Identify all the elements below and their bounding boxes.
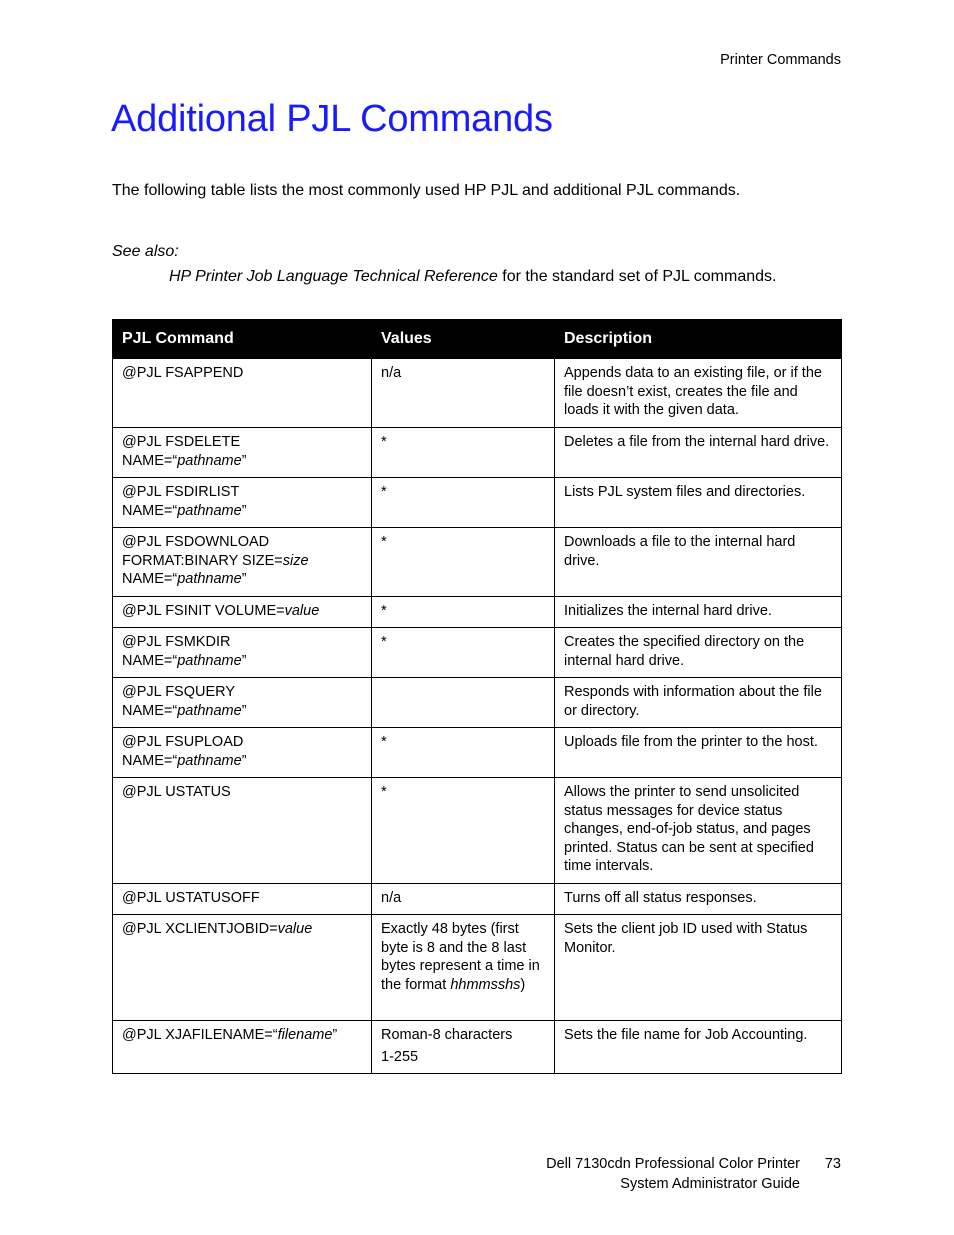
command-cell	[113, 915, 372, 1021]
description-cell: Creates the specified directory on the internal hard drive.	[555, 628, 842, 678]
values-cell: *	[372, 478, 555, 528]
command-cell	[113, 528, 372, 597]
description-cell: Turns off all status responses.	[555, 884, 842, 915]
command-text: @PJL USTATUS	[122, 784, 231, 800]
values-cell: *	[372, 628, 555, 678]
command-cell	[113, 884, 372, 915]
values-cell: *	[372, 528, 555, 597]
table-row	[113, 528, 842, 597]
command-text: @PJL FSAPPEND	[122, 365, 244, 381]
page-number: 73	[824, 1156, 841, 1172]
command-cell	[113, 778, 372, 884]
command-param: NAME=“pathname”	[122, 702, 247, 719]
reference-title: HP Printer Job Language Technical Reference	[169, 268, 498, 285]
command-param: filename	[277, 1027, 333, 1043]
table-row	[113, 915, 842, 1021]
command-cell: @PJL XJAFILENAME=“filename”	[113, 1021, 372, 1074]
command-cell	[113, 597, 372, 628]
description-cell: Lists PJL system files and directories.	[555, 478, 842, 528]
command-cell	[113, 628, 372, 678]
command-param: NAME=“pathname”	[122, 452, 247, 469]
table-row	[113, 597, 842, 628]
description-cell: Deletes a file from the internal hard drive.	[555, 428, 842, 478]
command-param: FORMAT:BINARY SIZE=size	[122, 552, 309, 569]
description-cell: Downloads a file to the internal hard drive.	[555, 528, 842, 597]
command-cell	[113, 478, 372, 528]
description-cell: Uploads file from the printer to the host.	[555, 728, 842, 778]
reference-text: for the standard set of PJL commands.	[497, 268, 777, 285]
command-cell	[113, 359, 372, 428]
command-text: @PJL FSUPLOAD	[122, 734, 244, 750]
command-text: @PJL XCLIENTJOBID=	[122, 921, 278, 937]
command-param: NAME=“pathname”	[122, 502, 247, 519]
command-param: value	[277, 921, 313, 937]
column-header-command: PJL Command	[113, 320, 372, 359]
table-row	[113, 628, 842, 678]
table-row	[113, 1021, 842, 1074]
command-text: @PJL FSINIT VOLUME=	[122, 603, 285, 619]
values-cell: *	[372, 597, 555, 628]
values-cell: *	[372, 778, 555, 884]
values-cell: n/a	[372, 359, 555, 428]
command-param: value	[284, 603, 320, 619]
table-row	[113, 728, 842, 778]
table-row	[113, 678, 842, 728]
see-also-reference	[169, 268, 776, 286]
running-header: Printer Commands	[720, 52, 841, 68]
footer-product-name: Dell 7130cdn Professional Color Printer	[546, 1156, 800, 1172]
values-cell: *	[372, 428, 555, 478]
footer-guide-name: System Administrator Guide	[620, 1175, 800, 1192]
command-text: @PJL FSDIRLIST	[122, 484, 240, 500]
pjl-commands-table	[112, 319, 842, 1074]
values-cell: *	[372, 728, 555, 778]
description-cell: Allows the printer to send unsolicited status messages for device status changes, end-of-job status, and pages printed. Status can be sent at specified time intervals.	[555, 778, 842, 884]
values-cell	[372, 678, 555, 728]
values-cell: Roman-8 characters 1-255	[372, 1021, 555, 1074]
description-cell: Sets the file name for Job Accounting.	[555, 1021, 842, 1074]
table-header-row	[113, 320, 842, 359]
column-header-values: Values	[372, 320, 555, 359]
values-cell: Exactly 48 bytes (first byte is 8 and the 8 last bytes represent a time in the format hhmmsshs)	[372, 915, 555, 1021]
description-cell: Responds with information about the file or directory.	[555, 678, 842, 728]
footer-doc-title	[460, 1155, 800, 1194]
command-text: @PJL FSDELETE	[122, 434, 241, 450]
command-param: NAME=“pathname”	[122, 571, 247, 588]
command-cell	[113, 678, 372, 728]
description-cell: Sets the client job ID used with Status Monitor.	[555, 915, 842, 1021]
column-header-description: Description	[555, 320, 842, 359]
values-cell: n/a	[372, 884, 555, 915]
command-cell	[113, 728, 372, 778]
command-cell	[113, 428, 372, 478]
command-param: NAME=“pathname”	[122, 752, 247, 769]
table-row	[113, 884, 842, 915]
table-row	[113, 359, 842, 428]
command-text: @PJL XJAFILENAME=“	[122, 1027, 278, 1043]
table-row	[113, 778, 842, 884]
description-cell: Initializes the internal hard drive.	[555, 597, 842, 628]
intro-paragraph: The following table lists the most commonly used HP PJL and additional PJL commands.	[112, 182, 741, 199]
command-param: NAME=“pathname”	[122, 652, 247, 669]
table-row	[113, 428, 842, 478]
page-title: Additional PJL Commands	[111, 98, 553, 140]
see-also-label: See also:	[112, 243, 179, 260]
command-text: @PJL USTATUSOFF	[122, 890, 260, 906]
description-cell: Appends data to an existing file, or if the file doesn’t exist, creates the file and loads it with the given data.	[555, 359, 842, 428]
command-text: @PJL FSQUERY	[122, 684, 236, 700]
table-row	[113, 478, 842, 528]
command-text: @PJL FSDOWNLOAD	[122, 534, 270, 550]
command-text: @PJL FSMKDIR	[122, 634, 231, 650]
